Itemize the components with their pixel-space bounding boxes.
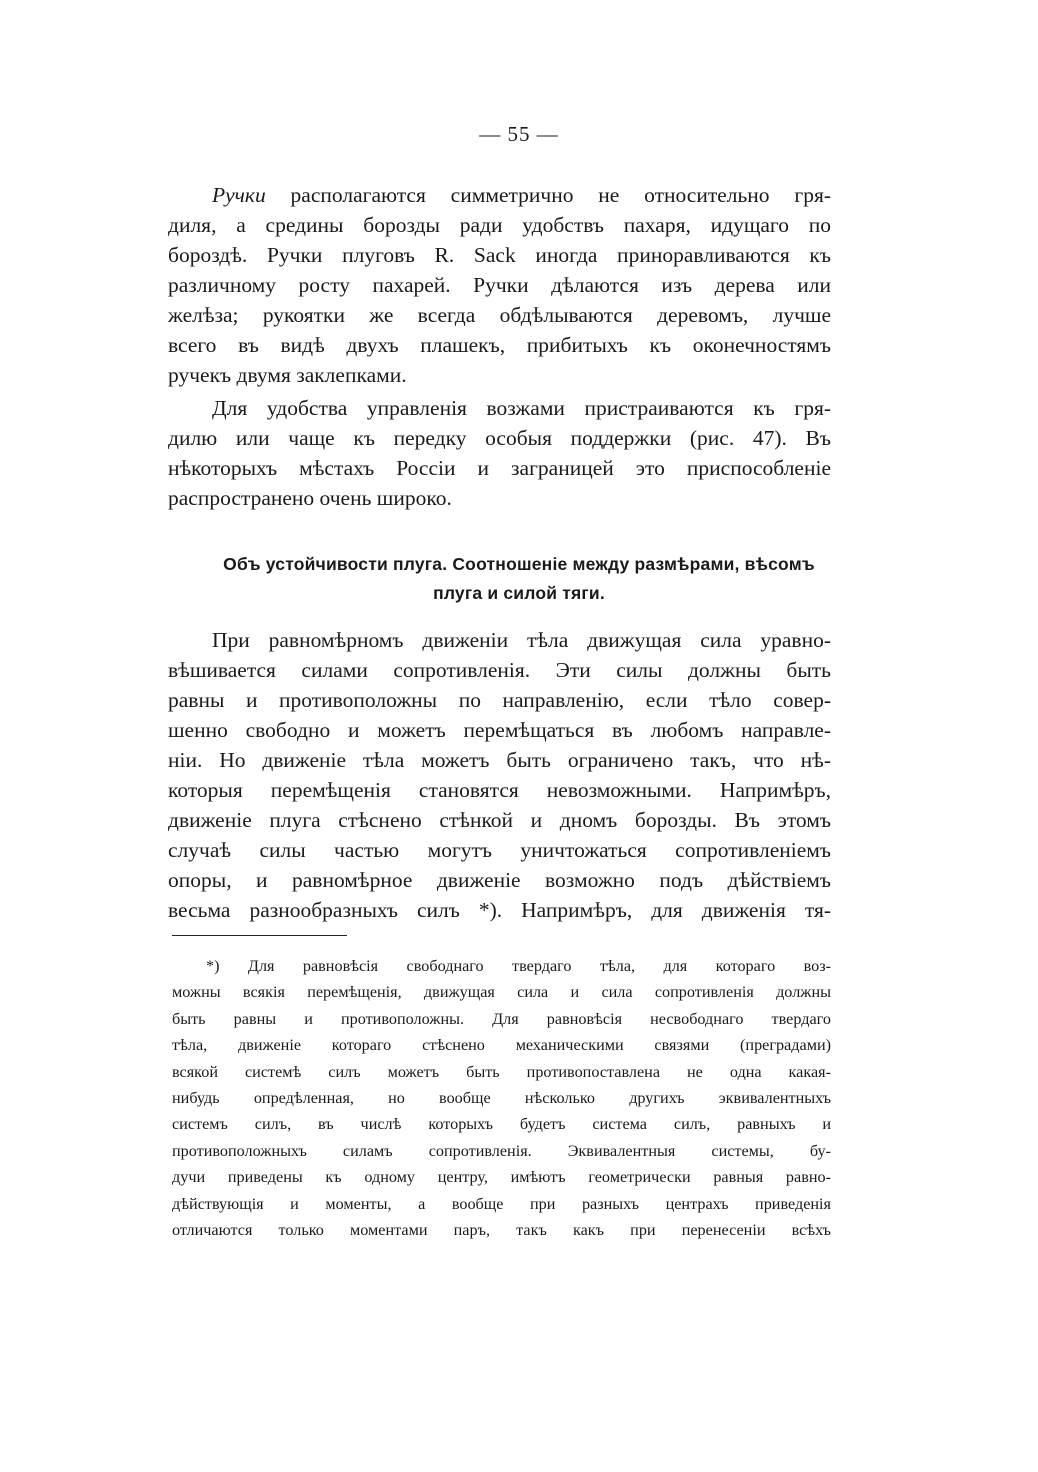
section-heading: [0, 550, 1038, 608]
heading-line: плуга и силой тяги.: [433, 583, 605, 603]
footnote-line: дучи приведены къ одному центру, имѣютъ геометрически равныя равно-: [172, 1168, 831, 1187]
text-line: вѣшивается силами сопротивленія. Эти силы должны быть: [168, 658, 831, 682]
text-line: нѣкоторыхъ мѣстахъ Россіи и заграницей это приспособленіе: [168, 456, 831, 480]
italic-term: Ручки: [212, 183, 266, 207]
footnote-line: можны всякія перемѣщенія, движущая сила и сила сопротивленія должны: [172, 983, 831, 1002]
footnote-line: отличаются только моментами паръ, такъ какъ при перенесеніи всѣхъ: [172, 1220, 831, 1239]
paragraph-handles: [168, 180, 831, 390]
paragraph-reins: [168, 393, 831, 513]
footnote-line: системъ силъ, въ числѣ которыхъ будетъ система силъ, равныхъ и: [172, 1115, 831, 1134]
text-line: бороздѣ. Ручки плуговъ R. Sack иногда приноравливаются къ: [168, 243, 831, 267]
footnote: [172, 953, 831, 1243]
text-line: всего въ видѣ двухъ плашекъ, прибитыхъ къ оконечностямъ: [168, 333, 831, 357]
footnote-line: всякой системѣ силъ можетъ быть противопоставлена не одна какая-: [172, 1062, 831, 1081]
text-line: желѣза; рукоятки же всегда обдѣлываются деревомъ, лучше: [168, 303, 831, 327]
footnote-line: быть равны и противоположны. Для равновѣсія несвободнаго твердаго: [172, 1009, 831, 1028]
text-line: ніи. Но движеніе тѣла можетъ быть ограничено такъ, что нѣ-: [168, 748, 831, 772]
footnote-divider: [172, 935, 347, 936]
text-line: различному росту пахарей. Ручки дѣлаются изъ дерева или: [168, 273, 831, 297]
text-line: ручекъ двумя заклепками.: [168, 363, 407, 387]
footnote-line: *) Для равновѣсія свободнаго твердаго тѣла, для котораго воз-: [206, 957, 831, 975]
text-line: весьма разнообразныхъ силъ *). Напримѣръ, для движенія тя-: [168, 898, 831, 922]
footnote-line: нибудь опредѣленная, но вообще нѣсколько другихъ эквивалентныхъ: [172, 1088, 831, 1107]
text-line: движеніе плуга стѣснено стѣнкой и дномъ борозды. Въ этомъ: [168, 808, 831, 832]
text-line: опоры, и равномѣрное движеніе возможно подъ дѣйствіемъ: [168, 868, 831, 892]
paragraph-motion: [168, 625, 831, 925]
text-line: Ручки располагаются симметрично не относительно гря-: [212, 183, 831, 207]
footnote-line: тѣла, движеніе котораго стѣснено механическими связями (преградами): [172, 1036, 831, 1055]
text-line: Для удобства управленія возжами пристраиваются къ гря-: [212, 396, 831, 420]
text-line: равны и противоположны по направленію, если тѣло совер-: [168, 688, 831, 712]
text-line: которыя перемѣщенія становятся невозможными. Напримѣръ,: [168, 778, 831, 802]
text-line: При равномѣрномъ движеніи тѣла движущая сила уравно-: [212, 628, 831, 652]
page-number: — 55 —: [479, 122, 559, 146]
text-line: дилю или чаще къ передку особыя поддержки (рис. 47). Въ: [168, 426, 831, 450]
heading-line: Объ устойчивости плуга. Соотношеніе между размѣрами, вѣсомъ: [223, 554, 815, 574]
footnote-line: дѣйствующія и моменты, а вообще при разныхъ центрахъ приведенія: [172, 1194, 831, 1213]
text-line: шенно свободно и можетъ перемѣщаться въ любомъ направле-: [168, 718, 831, 742]
text-line: случаѣ силы частью могутъ уничтожаться сопротивленіемъ: [168, 838, 831, 862]
text-line: диля, а средины борозды ради удобствъ пахаря, идущаго по: [168, 213, 831, 237]
footnote-line: противоположныхъ силамъ сопротивленія. Эквивалентныя системы, бу-: [172, 1141, 831, 1160]
text-line: распространено очень широко.: [168, 486, 452, 510]
